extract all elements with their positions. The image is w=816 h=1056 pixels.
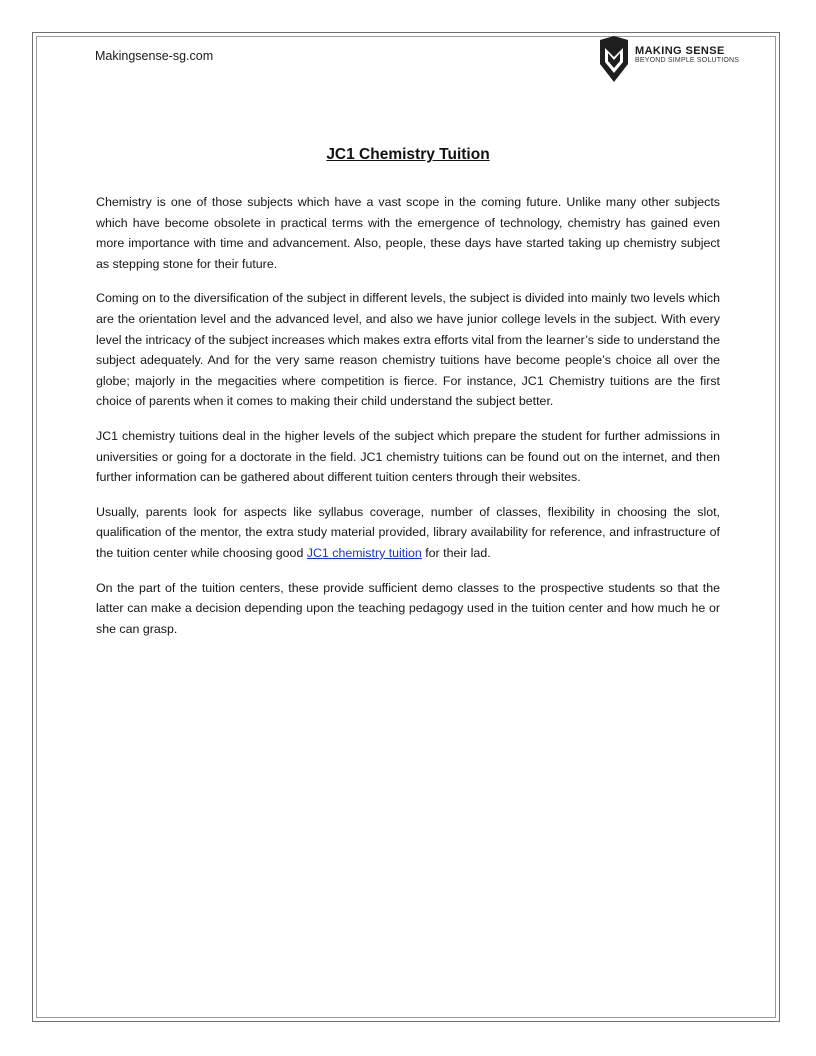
- paragraph-4-after: for their lad.: [421, 545, 491, 560]
- document-title: JC1 Chemistry Tuition: [326, 146, 490, 163]
- paragraph-1: Chemistry is one of those subjects which have a vast scope in the coming future. Unlike many other subjects which have become obsolete in practical terms with the emergence of technology, chemistry has gained even more importance with time and advancement. Also, people, these days have started taking up chemistry subject as stepping stone for their future.: [96, 195, 720, 271]
- paragraph-4: [96, 502, 720, 564]
- paragraph-4-before: Usually, parents look for aspects like syllabus coverage, number of classes, flexibility in choosing the slot, qualification of the mentor, the extra study material provided, library availability for reference, and infrastructure of the tuition center while choosing good: [96, 504, 720, 560]
- paragraph-3: JC1 chemistry tuitions deal in the higher levels of the subject which prepare the student for further admissions in universities or going for a doctorate in the field. JC1 chemistry tuitions can be found out on the internet, and then further information can be gathered about different tuition centers through their websites.: [96, 428, 720, 485]
- document-body: [96, 192, 720, 653]
- paragraph-2: Coming on to the diversification of the subject in different levels, the subject is divided into mainly two levels which are the orientation level and the advanced level, and also we have junior college levels in the subject. With every level the intricacy of the subject increases which makes extra efforts vital from the learner’s side to understand the subject adequately. And for the very same reason chemistry tuitions have become people’s choice all over the globe; majorly in the megacities where competition is fierce. For instance, JC1 Chemistry tuitions are the first choice of parents when it comes to making their child understand the subject better.: [96, 291, 720, 409]
- logo-title: MAKING SENSE: [635, 45, 725, 57]
- logo: [598, 36, 740, 84]
- jc1-chemistry-tuition-link[interactable]: JC1 chemistry tuition: [306, 545, 422, 560]
- paragraph-5: On the part of the tuition centers, these provide sufficient demo classes to the prospective students so that the latter can make a decision depending upon the teaching pedagogy used in the tuition center and how much he or she can grasp.: [96, 580, 720, 636]
- header-site-url: Makingsense-sg.com: [95, 49, 214, 63]
- logo-tagline: BEYOND SIMPLE SOLUTIONS: [635, 57, 740, 64]
- logo-mark-icon: [598, 36, 630, 84]
